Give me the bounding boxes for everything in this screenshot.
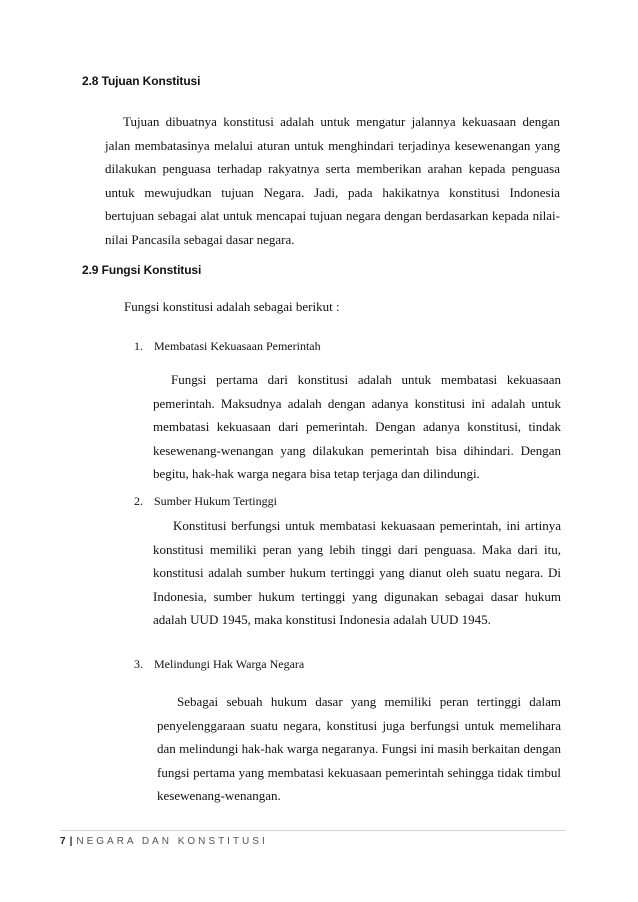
page-footer: [60, 836, 268, 847]
section-2-8-text: Tujuan dibuatnya konstitusi adalah untuk mengatur jalannya kekuasaan dengan jalan membatasinya melalui aturan untuk menghindari terjadinya kesewenangan yang dilakukan penguasa terhadap rakyatnya serta memberikan arahan kepada penguasa untuk mewujudkan tujuan Negara. Jadi, pada hakikatnya konstitusi Indonesia bertujuan sebagai alat untuk mencapai tujuan negara dengan berdasarkan kepada nilai-nilai Pancasila sebagai dasar negara.: [105, 114, 560, 247]
list-item-3-text: Sebagai sebuah hukum dasar yang memiliki peran tertinggi dalam penyelenggaraan suatu negara, konstitusi juga berfungsi untuk memelihara dan melindungi hak-hak warga negaranya. Fungsi ini masih berkaitan dengan fungsi pertama yang membatasi kekuasaan pemerintah sehingga tidak timbul kesewenang-wenangan.: [157, 694, 561, 803]
list-item-2-title: [134, 494, 277, 509]
section-heading-2-8: 2.8 Tujuan Konstitusi: [82, 74, 201, 88]
list-item-3-number: 3.: [134, 657, 143, 671]
list-item-3-label: Melindungi Hak Warga Negara: [154, 657, 305, 671]
section-2-9-intro: Fungsi konstitusi adalah sebagai berikut :: [124, 299, 340, 314]
list-item-1-title: [134, 339, 321, 354]
list-item-1-paragraph: [153, 368, 561, 486]
list-item-2-number: 2.: [134, 494, 143, 508]
list-item-1-text: Fungsi pertama dari konstitusi adalah untuk membatasi kekuasaan pemerintah. Maksudnya adalah dengan adanya konstitusi ini adalah untuk membatasi kekuasaan dari pemerintah. Dengan adanya konstitusi, tindak kesewenang-wenangan yang dilakukan pemerintah bisa dihindari. Dengan begitu, hak-hak warga negara bisa tetap terjaga dan dilindungi.: [153, 372, 561, 481]
list-item-1-number: 1.: [134, 339, 143, 353]
list-item-2-paragraph: [153, 514, 561, 632]
section-2-8-paragraph: [105, 110, 560, 251]
list-item-2-label: Sumber Hukum Tertinggi: [154, 494, 277, 508]
page-number: 7: [60, 836, 66, 847]
list-item-3-title: [134, 657, 304, 672]
list-item-2-text: Konstitusi berfungsi untuk membatasi kekuasaan pemerintah, ini artinya konstitusi memiliki peran yang lebih tinggi dari penguasa. Maka dari itu, konstitusi adalah sumber hukum tertinggi yang dianut oleh suatu negara. Di Indonesia, sumber hukum tertinggi yang digunakan sebagai dasar hukum adalah UUD 1945, maka konstitusi Indonesia adalah UUD 1945.: [153, 518, 561, 627]
list-item-1-label: Membatasi Kekuasaan Pemerintah: [154, 339, 321, 353]
section-heading-2-9: 2.9 Fungsi Konstitusi: [82, 263, 202, 277]
footer-separator: |: [69, 836, 73, 847]
list-item-3-paragraph: [157, 690, 561, 808]
footer-title: NEGARA DAN KONSTITUSI: [76, 836, 268, 847]
footer-divider: [60, 830, 566, 831]
